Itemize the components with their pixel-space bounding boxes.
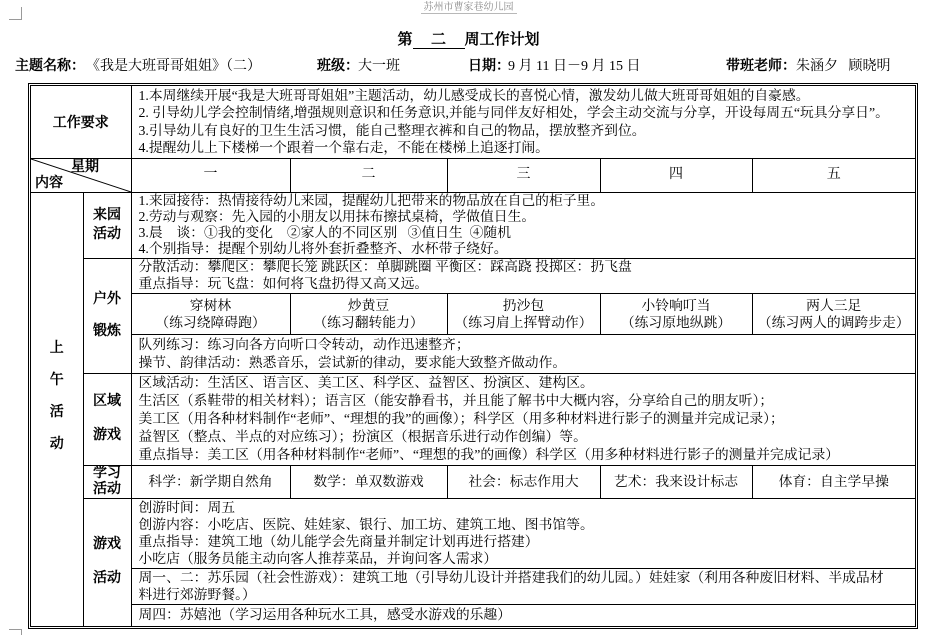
teacher-label: 带班老师： [726,59,796,74]
diagonal-header-cell[interactable] [31,158,131,192]
area-label-line: 游戏 [93,428,121,443]
requirement-item: 2. 引导幼儿学会控制情绪,增强规则意识和任务意识,并能与同伴友好相处，学会主动交流与分享，开设每周五“玩具分享日”。 [138,105,889,121]
outdoor-game-tuesday[interactable] [290,293,447,334]
morning-activities-label-cell[interactable] [31,192,83,626]
study-subject: 数学：单双数游戏 [313,473,424,489]
play-label-line: 活动 [93,571,121,587]
requirement-item: 4.提醒幼儿上下楼梯一个跟着一个靠右走，不能在楼梯上追逐打闹。 [138,140,549,156]
requirement-item: 1.本周继续开展“我是大班哥哥姐姐”主题活动，幼儿感受成长的喜悦心情，激发幼儿做大班哥哥姐姐的自豪感。 [138,87,810,103]
requirements-label-cell[interactable] [31,86,131,158]
outdoor-free-play-cell[interactable] [131,258,915,293]
outdoor-line: 重点指导：玩飞盘：如何将飞盘扔得又高又远。 [138,275,429,291]
outdoor-label-line: 锻炼 [93,323,121,339]
document-title [0,31,937,49]
play-weekday-line: 料进行郊游野餐。） [138,587,256,602]
outdoor-drill-row [31,334,915,373]
day-label: 一 [203,167,218,182]
theme-value: 《我是大班哥哥姐姐》（二） [86,59,261,74]
title-week-number: 二 [413,32,465,49]
day-label: 五 [826,167,841,182]
outdoor-drill-cell[interactable] [131,334,915,373]
outdoor-game-monday[interactable] [131,293,290,334]
study-wednesday[interactable] [447,465,600,498]
area-content-cell[interactable] [131,373,915,465]
area-label-cell[interactable] [83,373,131,465]
study-label-cell[interactable] [83,465,131,498]
arrival-label-cell[interactable] [83,192,131,258]
requirement-item: 3.引导幼儿有良好的卫生生活习惯，能自己整理衣裤和自己的物品，摆放整齐到位。 [138,122,646,138]
play-weekday-line: 周一、二：苏乐园（社会性游戏）：建筑工地（引导幼儿设计并搭建我们的幼儿园。）娃娃家（利用各种废旧材料、半成品材 [138,570,884,585]
arrival-line: 1.来园接待：热情接待幼儿来园，提醒幼儿把带来的物品放在自己的柜子里。 [138,193,605,208]
study-thursday[interactable] [600,465,752,498]
play-thursday-cell[interactable] [131,604,915,626]
play-thursday-line: 周四：苏嬉池（学习运用各种玩水工具，感受水游戏的乐趣） [138,607,512,623]
game-name: 扔沙包 [502,297,545,313]
title-prefix: 第 [397,32,413,48]
game-name: 两人三足 [806,297,862,313]
study-row [31,465,915,498]
arrival-content-cell[interactable] [131,192,915,258]
study-label-line: 活动 [93,481,121,497]
play-thursday-row [31,604,915,626]
date-value: 9 月 11 日－9 月 15 日 [508,59,641,74]
requirements-content-cell[interactable] [131,86,915,158]
arrival-label-line: 来园 [93,208,121,223]
outdoor-label-line: 户外 [93,291,121,307]
game-purpose: （练习原地纵跳） [620,314,732,330]
area-line: 区域活动：生活区、语言区、美工区、科学区、益智区、扮演区、建构区。 [138,375,594,390]
plan-grid [31,86,915,626]
outdoor-game-thursday[interactable] [600,293,752,334]
diagonal-header [31,159,131,192]
date-label: 日期： [468,59,510,74]
game-purpose: （练习两人的调跨步走） [757,314,910,330]
day-header-tuesday[interactable] [290,158,447,192]
day-header-thursday[interactable] [600,158,752,192]
area-play-row [31,373,915,465]
day-header-wednesday[interactable] [447,158,600,192]
study-subject: 体育：自主学早操 [778,473,889,489]
area-line: 美工区（用各种材料制作“老师”、“理想的我”的画像）；科学区（用多种材料进行影子的测量并完成记录）； [138,411,784,426]
class-label: 班级： [317,59,359,74]
header-school-name: 苏州市曹家巷幼儿园 [421,2,517,14]
outdoor-game-wednesday[interactable] [447,293,600,334]
area-line: 重点指导：美工区（用各种材料制作“老师”、“理想的我”的画像）科学区（用多种材料进行影子的测量并完成记录） [138,447,840,462]
day-label: 二 [361,167,376,182]
study-tuesday[interactable] [290,465,447,498]
weekly-plan-table [28,83,918,629]
play-line: 创游内容：小吃店、医院、娃娃家、银行、加工坊、建筑工地、图书馆等。 [138,517,594,532]
arrival-label-line: 活动 [93,227,121,242]
crop-mark-bottom-left-vertical [21,629,22,635]
outdoor-free-play-row [31,258,915,293]
study-monday[interactable] [131,465,290,498]
weekday-header-row [31,158,915,192]
study-label-line: 学习 [93,466,121,481]
arrival-line: 3.晨 谈：①我的变化 ②家人的不同区别 ③值日生 ④随机 [138,225,512,240]
game-purpose: （练习肩上挥臂动作） [454,314,593,330]
title-suffix: 周工作计划 [464,32,540,48]
arrival-line: 2.劳动与观察：先入园的小朋友以用抹布擦拭桌椅，学做值日生。 [138,209,536,224]
outdoor-line: 队列练习：练习向各方向听口令转动，动作迅速整齐； [138,337,470,352]
day-header-friday[interactable] [752,158,915,192]
morning-activities-label: 上午活动 [49,341,64,453]
play-label-cell[interactable] [83,498,131,626]
outdoor-line: 操节、韵律活动：熟悉音乐，尝试新的律动，要求能大致整齐做动作。 [138,354,567,370]
day-label: 三 [516,167,531,182]
play-label-line: 游戏 [93,537,121,553]
area-line: 生活区（系鞋带的相关材料）；语言区（能安静看书，并且能了解书中大概内容，分享给自己的朋友听）； [138,393,774,408]
day-label: 四 [669,167,683,182]
day-header-monday[interactable] [131,158,290,192]
outdoor-game-friday[interactable] [752,293,915,334]
play-line: 小吃店（服务员能主动向客人推荐菜品，并询问客人需求） [138,551,498,566]
study-subject: 科学：新学期自然角 [148,473,273,489]
outdoor-label-cell[interactable] [83,258,131,373]
game-purpose: （练习绕障碍跑） [155,314,266,330]
weekday-axis-label: 星期 [71,159,99,175]
study-friday[interactable] [752,465,915,498]
area-label-line: 区域 [93,394,121,409]
outdoor-games-row [31,293,915,334]
requirements-row [31,86,915,158]
play-weekday-cell[interactable] [131,568,915,604]
game-name: 小铃响叮当 [641,297,711,313]
area-line: 益智区（整点、半点的对应练习）；扮演区（根据音乐进行动作创编）等。 [138,429,587,444]
play-line: 重点指导：建筑工地（幼儿能学会先商量并制定计划再进行搭建） [138,534,539,549]
arrival-row [31,192,915,258]
play-row [31,498,915,568]
study-subject: 艺术：我来设计标志 [613,473,739,489]
game-purpose: （练习翻转能力） [313,314,424,330]
outdoor-line: 分散活动：攀爬区：攀爬长笼 跳跃区：单脚跳圈 平衡区：踩高跷 投掷区：扔飞盘 [138,259,632,274]
game-name: 炒黄豆 [347,297,390,313]
play-content-cell[interactable] [131,498,915,568]
teacher-names: 朱涵夕 顾晓明 [796,59,891,74]
game-name: 穿树林 [189,297,232,313]
requirements-label: 工作要求 [52,115,109,131]
play-line: 创游时间：周五 [138,500,236,515]
theme-label: 主题名称： [15,59,85,74]
study-subject: 社会：标志作用大 [468,473,579,489]
play-weekday-row [31,568,915,604]
class-value: 大一班 [358,59,400,74]
arrival-line: 4.个别指导：提醒个别幼儿将外套折叠整齐、水杯带子绕好。 [138,241,508,256]
content-axis-label: 内容 [35,175,63,191]
page-header[interactable] [0,1,937,14]
